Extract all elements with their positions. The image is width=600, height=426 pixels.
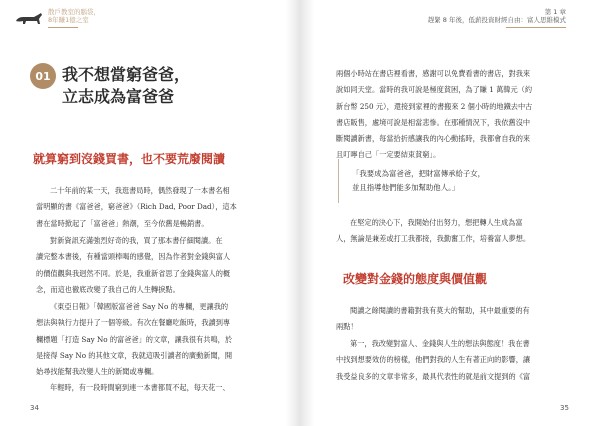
text-line: 讀完整本書後，有種當頭棒喝的感覺，因為作者對金錢與富人 — [36, 252, 231, 262]
text-line: 在堅定的決心下，我開始付出努力，想把轉人生成為富 — [350, 218, 523, 227]
paragraph — [36, 183, 264, 232]
paragraph — [336, 303, 570, 336]
text-line: 兩點！ — [336, 322, 358, 332]
bull-icon — [14, 12, 44, 26]
quote-line: 「我要成為富爸爸，把財富傳承給子女， — [352, 169, 486, 178]
paragraph — [36, 380, 264, 396]
text-line: 是接得 Say No 的其他文章，我就這吸引讀者的廣動新聞，開 — [36, 350, 233, 360]
page-number: 34 — [30, 404, 39, 412]
text-line: 斷閱讀新書，每當拾折感讓我的內心動搖時，我都會自我的來 — [336, 134, 531, 144]
left-running-head — [48, 8, 100, 24]
right-running-head — [428, 8, 566, 24]
text-line: 中找到想要效仿的榜樣，他們對我的人生有著正向的影響，讓 — [336, 355, 531, 365]
text-line: 書在當時掀起了「富爸爸」熱潮，至今依舊是暢銷書。 — [36, 218, 209, 228]
text-line: 的價值觀與我迥然不同。於是，我重新省思了金錢與富人的概 — [36, 268, 231, 278]
chapter-title-line-2: 立志成為富爸爸 — [62, 87, 175, 106]
text-line: 欄標題「打造 Say No 的富爸爸」的文章，讓我很有共鳴，於 — [36, 334, 233, 344]
text-line: 且叮嚀自己「一定要結束貧窮」。 — [336, 150, 441, 160]
text-line: 二十年前的某一天，我逛書局時，偶然發現了一本書名相 — [50, 186, 230, 195]
paragraph — [336, 66, 570, 164]
chapter-title-line-1: 我不想當窮爸爸， — [62, 65, 191, 84]
paragraph — [336, 336, 570, 385]
text-line: 對新資訊充滿強烈好奇的我，買了那本書仔細閱讀。在 — [50, 236, 223, 245]
paragraph — [36, 299, 264, 380]
running-head-subtitle: 趕緊 8 年後，低薪投資財經自由：富人思維模式 — [427, 16, 566, 24]
section-heading: 改變對金錢的態度與價值觀 — [343, 272, 488, 286]
quote-line: 並且指導他們能多加幫助他人。」 — [352, 183, 460, 192]
text-line: 念，而這也徹底改變了我自己的人生轉捩點。 — [36, 284, 180, 294]
running-head-line-2: 8年賺1億之室 — [48, 16, 89, 24]
right-page — [300, 0, 600, 426]
section-heading: 就算窮到沒錢買書，也不要荒廢閱讀 — [33, 152, 226, 166]
page-number: 35 — [560, 404, 569, 412]
text-line: 新台幣 250 元），還接到家裡的書搬來 2 個小時的地鐵去中古 — [336, 101, 533, 111]
text-line: 當明顯的書《富爸爸，窮爸爸》（Rich Dad, Poor Dad），這本 — [36, 202, 237, 212]
text-line: 始尋找能幫我改變人生的新聞或專欄。 — [36, 367, 159, 377]
chapter-title — [62, 64, 262, 108]
text-line: 閱讀之餘閱讀的書籍對我有莫大的幫助，其中最重要的有 — [350, 306, 530, 315]
header-rule — [48, 27, 78, 28]
header-rule — [506, 27, 566, 28]
running-head-chapter: 第 1 章 — [544, 8, 566, 16]
chapter-number-badge: 01 — [30, 63, 56, 89]
text-line: 人，無論是兼差或打工我都接，我勤奮工作，培養富人夢想。 — [336, 234, 531, 244]
text-line: 兩個小時站在書店裡看書，感謝可以免費看書的書店，對我來 — [336, 69, 531, 78]
text-line: 書店販售，處境可說是相當悲慘。在那種情況下，我依舊沒中 — [336, 117, 531, 127]
text-line: 我受益良多的文章非常多，最具代表性的就是前文提到的《富 — [336, 371, 531, 381]
quote-block — [352, 167, 572, 195]
paragraph — [36, 233, 264, 298]
running-head-line-1: 散戶教室的腦袋， — [48, 8, 100, 16]
text-line: 說如同天堂。當時的我可說是極度貧困，為了賺 1 萬韓元（約 — [336, 85, 533, 95]
text-line: 《東亞日報》「韓國版富爸爸 Say No 的專欄，更讓我的 — [50, 302, 229, 311]
quote-bar — [338, 159, 339, 203]
text-line: 第一，我改變對富人、金錢與人生的想法與態度！我在書 — [350, 339, 530, 348]
paragraph — [336, 215, 570, 248]
text-line: 年輕時，有一段時間窮到連一本書都買不起，每天花一、 — [50, 383, 230, 392]
text-line: 想法與執行力提升了一個等級。有次在餐廳吃飯時，我讀到專 — [36, 318, 231, 328]
